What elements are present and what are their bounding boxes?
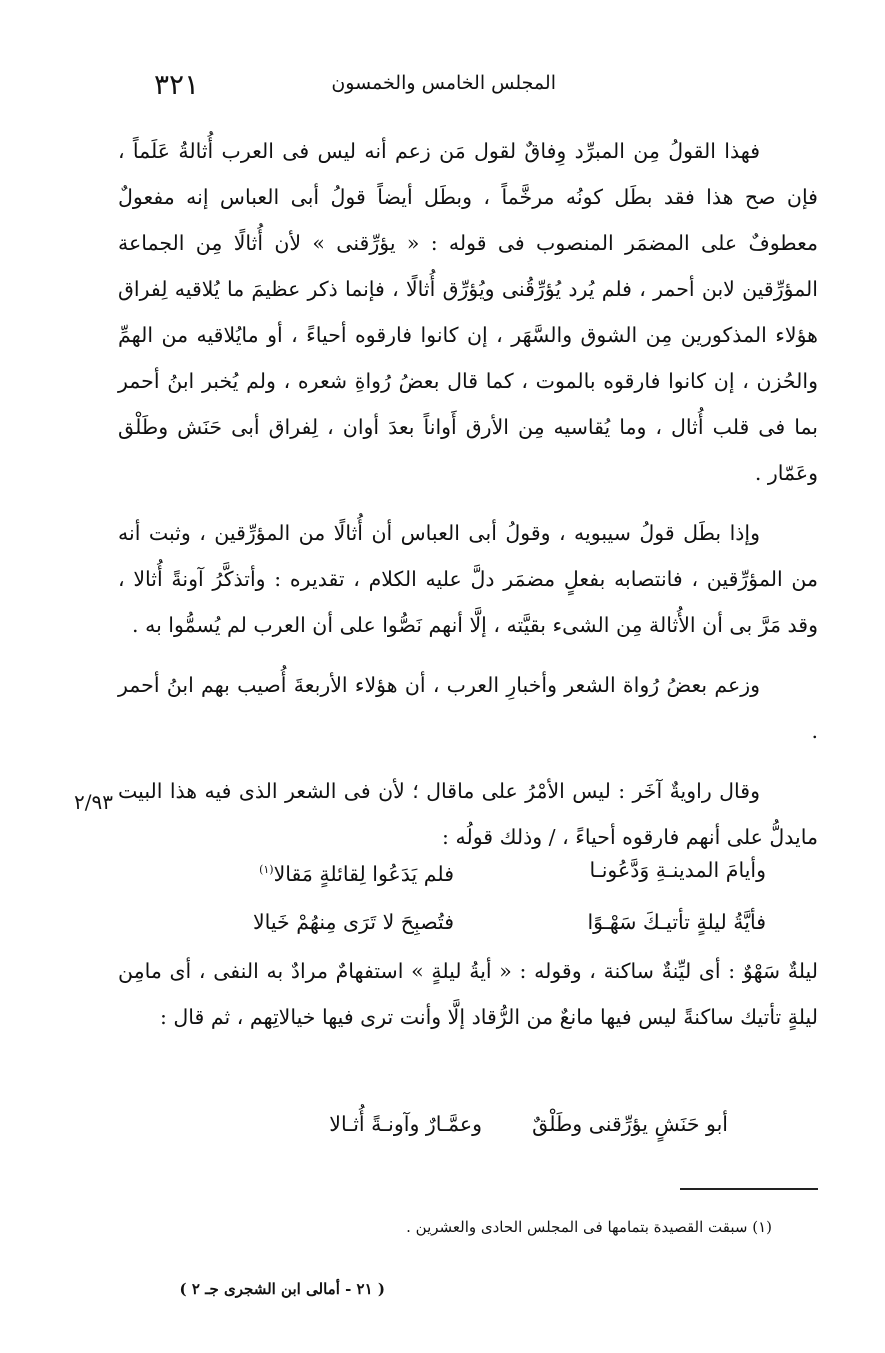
page-number: ٣٢١	[154, 68, 200, 101]
paragraph-1: فهذا القولُ مِن المبرِّد وِفاقٌ لقول مَن زعم أنه ليس فى العرب أُثالةُ عَلَماً ، فإن صح هذا فقد بطَل كونُه مرخَّماً ، وبطَل أيضاً قولُ أبى العباس إنه مفعولٌ معطوفٌ على المضمَر المنصوب فى قوله : « يؤرِّقنى » لأن أُثالًا مِن الجماعة المؤرِّقين لابن أحمر ، فلم يُرد يُؤرِّقُنى ويُؤرِّق أُثالًا ، فإنما ذكر عظيمَ ما يُلاقيه لِفراق هؤلاء المذكورين مِن الشوق والسَّهَر ، إن كانوا فارقوه أحياءً ، أو مايُلاقيه من الهمِّ والحُزن ، إن كانوا فارقوه بالموت ، كما قال بعضُ رُواةِ شعره ، ولم يُخبر ابنُ أحمر بما فى قلب أُثال ، وما يُقاسيه مِن الأرق أَواناً بعدَ أوان ، لِفراق أبى حَنَش وطَلْق وعَمّار .	[118, 139, 818, 485]
paragraph-3: وزعم بعضُ رُواة الشعر وأخبارِ العرب ، أن هؤلاء الأربعةَ أُصيب بهم ابنُ أحمر .	[118, 673, 818, 743]
verse-hemistich-second: وعمَّـارٌ وآونـةً أُثـالا	[329, 1112, 482, 1136]
verse-block-2	[118, 1100, 818, 1148]
main-text	[118, 128, 818, 876]
page-header	[118, 68, 818, 108]
commentary-paragraph: ليلةٌ سَهْوٌ : أى ليِّنةٌ ساكنة ، وقوله : « أيةُ ليلةٍ » استفهامٌ مرادٌ به النفى ، أى مامِن ليلةٍ تأتيك ساكنةً ليس فيها مانعٌ من الرُّقاد إلَّا وأنت ترى فيها خيالاتِهم ، ثم قال :	[118, 959, 818, 1029]
footnote-divider	[680, 1188, 818, 1190]
verse-hemistich-first: أبو حَنَشٍ يؤرِّقنى وطَلْقٌ	[532, 1112, 728, 1136]
commentary	[118, 948, 818, 1054]
verse-hemistich-first: فأيَّةُ ليلةٍ تأتيـكَ سَهْـوًا	[587, 909, 766, 934]
paragraph-4: وقال راويةٌ آخَر : ليس الأمْرُ على ماقال ؛ لأن فى الشعر الذى فيه هذا البيت مايدلُّ على أنهم فارقوه أحياءً ، / وذلك قولُه :	[118, 779, 818, 849]
running-head: المجلس الخامس والخمسون	[331, 72, 556, 94]
footnote-mark: (١)	[259, 863, 274, 876]
paragraph-2: وإذا بطَل قولُ سيبويه ، وقولُ أبى العباس أن أُثالًا من المؤرِّقين ، وثبت أنه من المؤرِّقين ، فانتصابه بفعلٍ مضمَر دلَّ عليه الكلام ، تقديره : وأتذكَّرُ آونةً أُثالا ، وقد مَرَّ بى أن الأُثالة مِن الشىء بقيَّته ، إلَّا أنهم نَصُّوا على أن العرب لم يُسمُّوا به .	[118, 521, 818, 637]
verse-hemistich-second: فتُصبِحَ لا تَرَى مِنهُمْ خَيالا	[252, 909, 454, 934]
verse-line	[118, 898, 818, 946]
verse-block-1	[118, 846, 818, 946]
verse-line	[118, 1100, 818, 1148]
verse-hemistich-first: وأيامَ المدينـةِ وَدَّعُونـا	[589, 858, 766, 882]
footer-signature: ( ٢١ - أمالى ابن الشجرى جـ ٢ )	[179, 1280, 385, 1298]
footnote: (١) سبقت القصيدة بتمامها فى المجلس الحادى والعشرين .	[406, 1218, 772, 1236]
verse-hemistich-second	[204, 846, 454, 898]
verse-line	[118, 846, 818, 898]
margin-reference: ٢/٩٣	[74, 790, 113, 814]
verse-hemistich-text: فلم يَدَعُوا لِقائلةٍ مَقالا	[273, 861, 454, 886]
